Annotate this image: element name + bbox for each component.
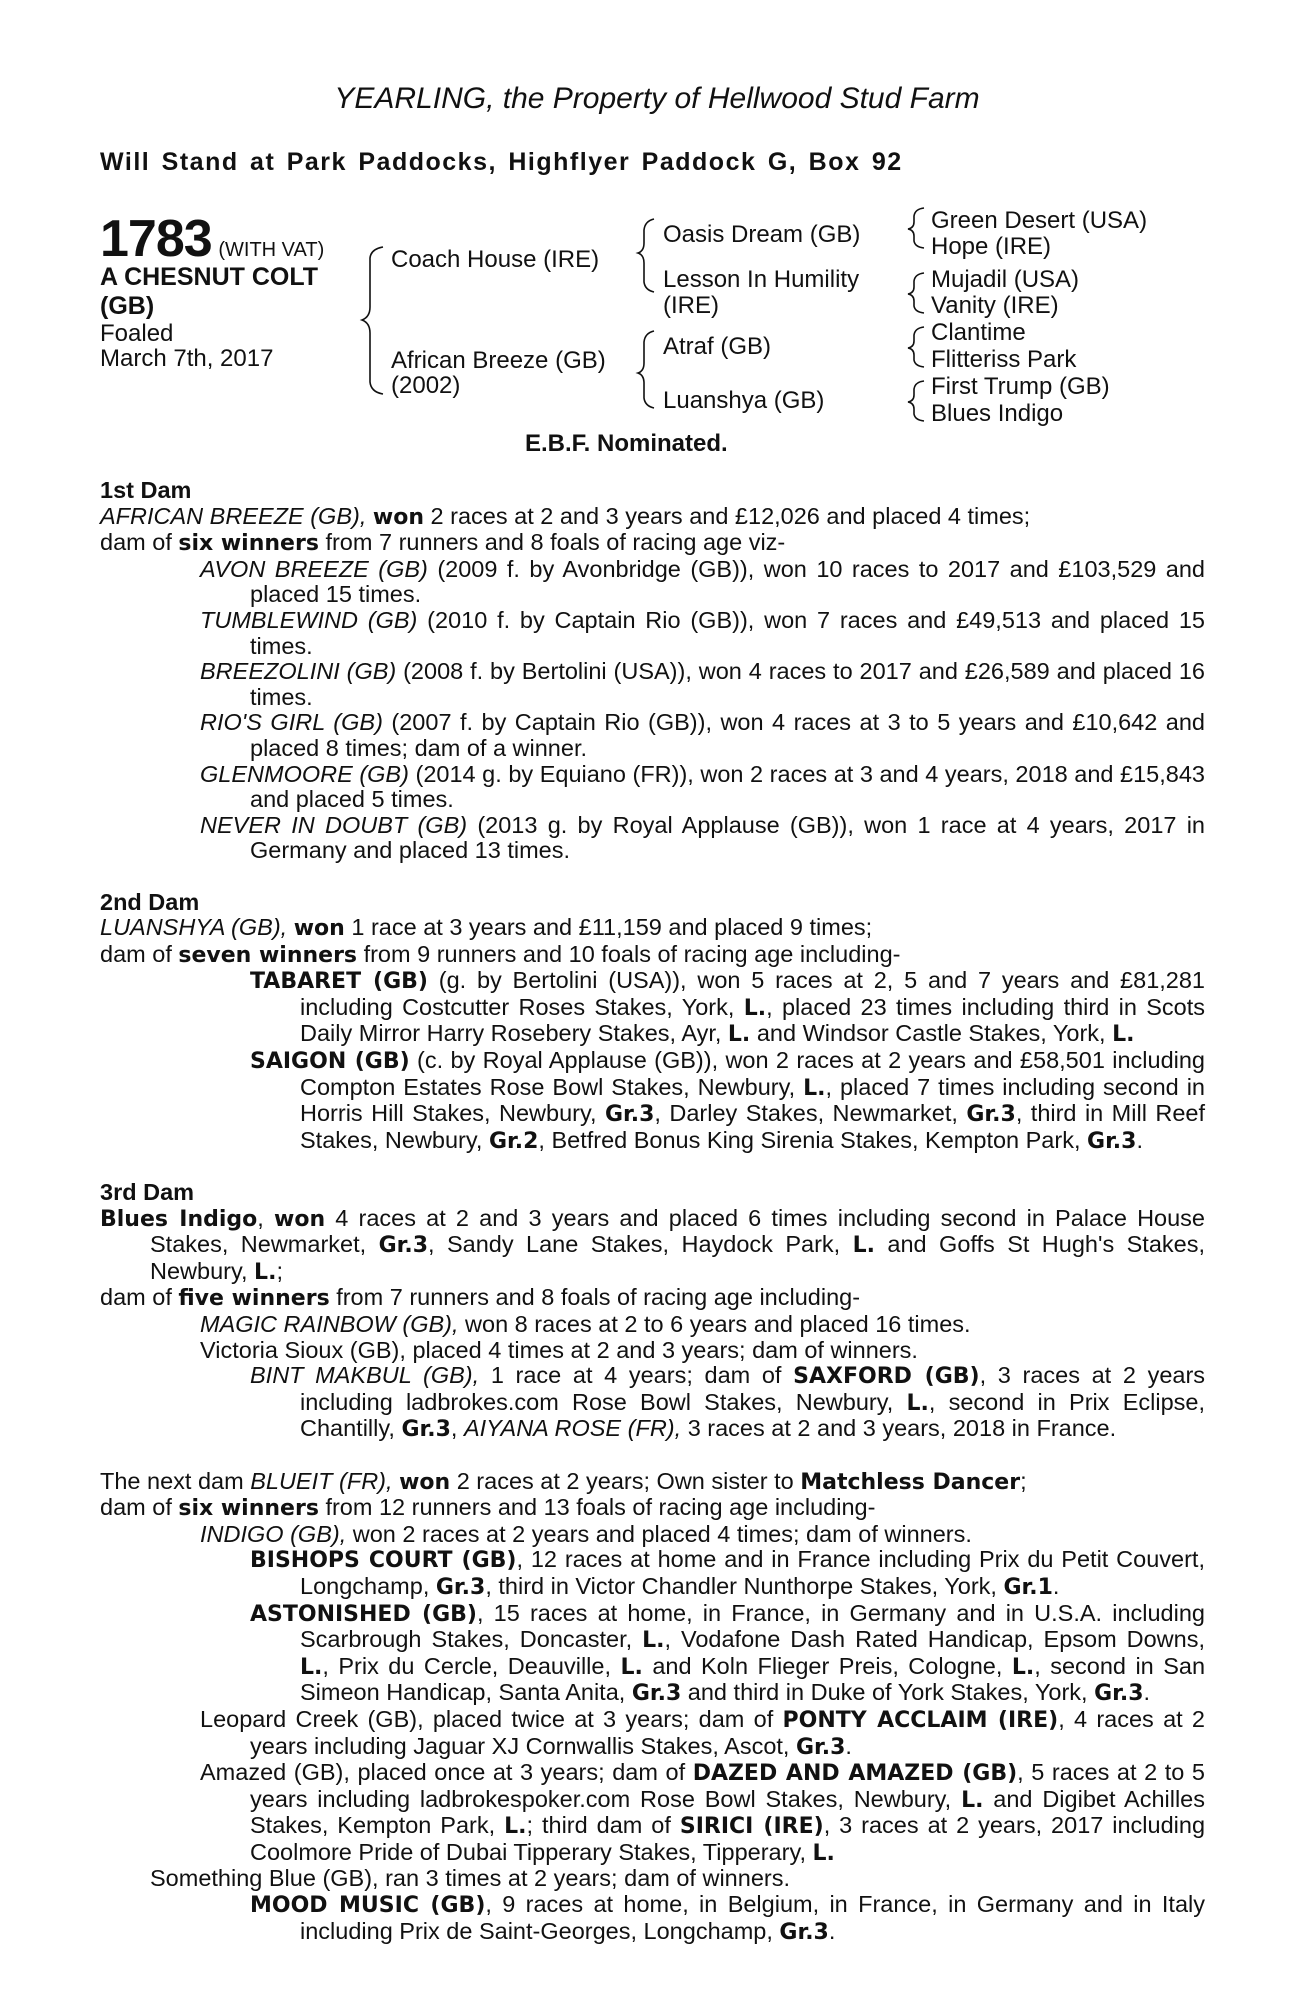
sire-dam: Lesson In Humility bbox=[663, 266, 860, 293]
produce-name: SIRICI (IRE) bbox=[679, 1814, 824, 1840]
produce-entry bbox=[100, 710, 1205, 761]
produce-name: SAIGON (GB) bbox=[250, 1049, 410, 1075]
record-text: 2 races at 2 years; Own sister to bbox=[456, 1467, 794, 1494]
produce-name: AIYANA ROSE (FR), bbox=[463, 1415, 682, 1442]
grade-3: Gr.3 bbox=[401, 1417, 451, 1443]
produce-entry bbox=[100, 659, 1205, 710]
produce-text: 3 races at 2 and 3 years, 2018 in France. bbox=[687, 1415, 1117, 1442]
dam-of-label: dam of bbox=[100, 1494, 172, 1521]
produce-name: DAZED AND AMAZED (GB) bbox=[692, 1761, 1018, 1787]
dam-dam: Luanshya (GB) bbox=[663, 387, 825, 414]
produce-text: , 12 races at home and in France including Prix du Petit Couvert, Longchamp, bbox=[300, 1546, 1205, 1599]
dam-name: LUANSHYA (GB), bbox=[100, 914, 288, 941]
page-title: YEARLING, the Property of Hellwood Stud Farm bbox=[334, 82, 980, 115]
semicolon: ; bbox=[1020, 1467, 1027, 1494]
record-text: 4 races at 2 and 3 years and placed 6 times including second in Palace House Stakes, Newmarket, bbox=[150, 1204, 1206, 1258]
grade-listed: L. bbox=[961, 1787, 984, 1813]
produce-text: , third in Victor Chandler Nunthorpe Stakes, York, bbox=[485, 1572, 997, 1599]
dam-of-label: dam of bbox=[100, 1284, 172, 1311]
produce-name: GLENMOORE (GB) bbox=[200, 760, 409, 787]
grade-2: Gr.2 bbox=[488, 1128, 539, 1154]
grade-listed: L. bbox=[803, 1075, 826, 1101]
period: . bbox=[1136, 1126, 1143, 1153]
section-gap bbox=[100, 1443, 1205, 1469]
produce-text: and Koln Flieger Preis, Cologne, bbox=[652, 1652, 1003, 1679]
produce-entry: Victoria Sioux (GB), placed 4 times at 2 and 3 years; dam of winners. bbox=[200, 1336, 918, 1363]
grade-listed: L. bbox=[727, 1022, 751, 1048]
produce-entry bbox=[100, 1048, 1205, 1154]
produce-name: AVON BREEZE (GB) bbox=[200, 555, 428, 582]
third-dam-record: Blues Indigo, won 4 races at 2 and 3 years and placed 6 times including second in Palace House Stakes, Newmarket, Gr.3, Sandy Lane Stakes, Haydock Park, L. and Goffs St Hugh's Stakes, Newbury, L.; bbox=[100, 1204, 1206, 1285]
produce-text: , 9 races at home, in Belgium, in France, in Germany and in Italy including Prix de Saint-Georges, Longchamp, bbox=[300, 1891, 1205, 1944]
runners-text: from 9 runners and 10 foals of racing age including- bbox=[363, 940, 901, 967]
runners-text: from 7 runners and 8 foals of racing age viz- bbox=[325, 529, 786, 556]
dam-of-label: dam of bbox=[100, 529, 172, 556]
record-text: and Goffs St Hugh's Stakes, Newbury, bbox=[150, 1231, 1206, 1284]
sister-name: Matchless Dancer bbox=[800, 1469, 1021, 1495]
produce-text: and third in Duke of York Stakes, York, bbox=[687, 1679, 1088, 1706]
won-label: won bbox=[274, 1206, 326, 1232]
produce-name: BISHOPS COURT (GB) bbox=[250, 1548, 517, 1574]
lot-description-country: (GB) bbox=[100, 292, 155, 320]
winners-count: seven winners bbox=[178, 942, 358, 968]
produce-entry bbox=[100, 1522, 1205, 1548]
dam-name: AFRICAN BREEZE (GB), bbox=[100, 502, 367, 529]
g-dam-4: Blues Indigo bbox=[931, 400, 1064, 427]
produce-text: , Prix du Cercle, Deauville, bbox=[322, 1652, 611, 1679]
produce-name: TUMBLEWIND (GB) bbox=[200, 606, 418, 633]
grade-3: Gr.3 bbox=[795, 1734, 846, 1760]
produce-text: , 4 races at 2 years including Jaguar XJ Cornwallis Stakes, Ascot, bbox=[250, 1705, 1206, 1759]
produce-entry: Something Blue (GB), ran 3 times at 2 years; dam of winners. bbox=[150, 1865, 790, 1892]
section-gap bbox=[100, 864, 1205, 890]
period: . bbox=[828, 1917, 836, 1944]
produce-name: MOOD MUSIC (GB) bbox=[250, 1893, 486, 1919]
dam-name: African Breeze (GB) bbox=[391, 347, 606, 374]
ebf-note: E.B.F. Nominated. bbox=[525, 430, 728, 457]
produce-text: and Windsor Castle Stakes, York, bbox=[756, 1020, 1106, 1047]
produce-text: (2007 f. by Captain Rio (GB)), won 4 races at 3 to 5 years and £10,642 and placed 8 times; dam of a winner. bbox=[250, 709, 1206, 761]
vat-note: (WITH VAT) bbox=[218, 239, 325, 261]
third-dam-produce bbox=[100, 1285, 1205, 1312]
dam-name: BLUEIT (FR), bbox=[250, 1467, 393, 1494]
won-label: won bbox=[293, 916, 345, 942]
produce-name: TABARET (GB) bbox=[250, 969, 428, 995]
grand-produce-entry bbox=[100, 1601, 1205, 1707]
g-sire-3: Clantime bbox=[931, 319, 1026, 346]
first-dam-produce bbox=[100, 530, 1205, 557]
grade-listed: L. bbox=[906, 1390, 929, 1416]
produce-text: , second in San Simeon Handicap, Santa Anita, bbox=[300, 1652, 1206, 1706]
grade-3: Gr.3 bbox=[966, 1102, 1016, 1128]
sire-name: Coach House (IRE) bbox=[391, 246, 600, 273]
grade-3: Gr.3 bbox=[378, 1233, 429, 1259]
produce-name: MAGIC RAINBOW (GB), bbox=[200, 1311, 459, 1337]
g-sire-2: Mujadil (USA) bbox=[931, 266, 1080, 293]
grade-3: Gr.3 bbox=[1094, 1681, 1144, 1707]
produce-text: , placed 23 times including third in Scots Daily Mirror Harry Rosebery Stakes, Ayr, bbox=[300, 993, 1205, 1047]
produce-name: INDIGO (GB), bbox=[200, 1520, 347, 1547]
family-text bbox=[100, 478, 1205, 1945]
grade-3: Gr.3 bbox=[1087, 1128, 1137, 1154]
produce-name: BINT MAKBUL (GB), bbox=[250, 1362, 480, 1389]
produce-text: , second in Prix Eclipse, Chantilly, bbox=[300, 1388, 1205, 1442]
produce-text: (2013 g. by Royal Applause (GB)), won 1 race at 4 years, 2017 in Germany and placed 13 times. bbox=[250, 811, 1205, 864]
grade-3: Gr.3 bbox=[435, 1574, 486, 1600]
produce-text: (g. by Bertolini (USA)), won 5 races at 2, 5 and 7 years and £81,281 including Costcutter Roses Stakes, York, bbox=[300, 967, 1206, 1020]
winners-count: six winners bbox=[178, 1496, 319, 1522]
produce-text: , 5 races at 2 to 5 years including ladbrokespoker.com Rose Bowl Stakes, Newbury, bbox=[250, 1759, 1205, 1812]
produce-name: BREEZOLINI (GB) bbox=[200, 658, 397, 685]
grade-listed: L. bbox=[300, 1654, 323, 1680]
produce-text: Amazed (GB), placed once at 3 years; dam of bbox=[200, 1759, 686, 1786]
grade-3: Gr.3 bbox=[631, 1681, 682, 1707]
produce-text: , 3 races at 2 years including ladbrokes.com Rose Bowl Stakes, Newbury, bbox=[300, 1362, 1206, 1415]
grade-listed: L. bbox=[852, 1233, 875, 1259]
period: . bbox=[1052, 1572, 1060, 1599]
second-dam-produce bbox=[100, 942, 1205, 969]
produce-text: and Digibet Achilles Stakes, Kempton Park, bbox=[250, 1785, 1206, 1839]
grade-listed: L. bbox=[1112, 1022, 1135, 1048]
grade-3: Gr.3 bbox=[779, 1919, 829, 1945]
lot-number: 1783 bbox=[100, 210, 212, 268]
produce-text: ; third dam of bbox=[526, 1812, 671, 1839]
next-dam-produce bbox=[100, 1495, 1205, 1522]
produce-entry bbox=[100, 813, 1205, 864]
produce-entry bbox=[100, 1707, 1205, 1760]
intro-text: The next dam bbox=[100, 1467, 244, 1494]
first-dam-heading: 1st Dam bbox=[100, 477, 192, 503]
semicolon: ; bbox=[276, 1257, 283, 1284]
produce-text: won 2 races at 2 years and placed 4 times; dam of winners. bbox=[352, 1520, 972, 1547]
g-sire-4: First Trump (GB) bbox=[931, 373, 1110, 400]
dam-year: (2002) bbox=[391, 372, 461, 399]
dam-of-label: dam of bbox=[100, 940, 172, 967]
stand-location: Will Stand at Park Paddocks, Highflyer Paddock G, Box 92 bbox=[100, 148, 903, 176]
record-text: , Sandy Lane Stakes, Haydock Park, bbox=[428, 1231, 841, 1258]
grand-produce-entry bbox=[100, 1892, 1205, 1945]
produce-text: , placed 7 times including second in Horris Hill Stakes, Newbury, bbox=[300, 1073, 1205, 1127]
sire-dam-country: (IRE) bbox=[663, 292, 719, 319]
produce-entry bbox=[100, 1760, 1205, 1866]
grade-listed: L. bbox=[504, 1814, 527, 1840]
grade-listed: L. bbox=[620, 1654, 643, 1680]
foaled-label: Foaled bbox=[100, 320, 174, 347]
second-dam-record bbox=[100, 915, 1205, 942]
record-text: 2 races at 2 and 3 years and £12,026 and placed 4 times; bbox=[430, 502, 1031, 529]
produce-text: , third in Mill Reef Stakes, Newbury, bbox=[300, 1100, 1206, 1153]
produce-name: PONTY ACCLAIM (IRE) bbox=[782, 1707, 1059, 1733]
produce-name: NEVER IN DOUBT (GB) bbox=[200, 811, 468, 838]
produce-entry bbox=[100, 968, 1205, 1048]
lot-description: A CHESNUT COLT bbox=[100, 263, 319, 291]
pedigree-block bbox=[0, 0, 1314, 460]
grade-listed: L. bbox=[743, 995, 767, 1021]
produce-entry bbox=[100, 1312, 1205, 1338]
produce-text: won 8 races at 2 to 6 years and placed 16 times. bbox=[465, 1311, 971, 1337]
foaled-date: March 7th, 2017 bbox=[100, 345, 274, 372]
produce-text: (2014 g. by Equiano (FR)), won 2 races at 3 and 4 years, 2018 and £15,843 and placed 5 times. bbox=[250, 760, 1205, 813]
grand-produce-entry bbox=[100, 1547, 1205, 1600]
produce-text: 1 race at 4 years; dam of bbox=[490, 1362, 782, 1389]
produce-name: SAXFORD (GB) bbox=[793, 1364, 980, 1390]
grade-listed: L. bbox=[812, 1840, 835, 1866]
produce-text: (2008 f. by Bertolini (USA)), won 4 races to 2017 and £26,589 and placed 16 times. bbox=[250, 658, 1205, 710]
next-dam-record bbox=[100, 1469, 1205, 1496]
produce-text: , 3 races at 2 years, 2017 including Coolmore Pride of Dubai Tipperary Stakes, Tipperary, bbox=[250, 1812, 1206, 1865]
produce-text: , Darley Stakes, Newmarket, bbox=[654, 1100, 958, 1127]
produce-text: Leopard Creek (GB), placed twice at 3 years; dam of bbox=[200, 1705, 774, 1732]
dam-sire: Atraf (GB) bbox=[663, 333, 772, 360]
winners-count: six winners bbox=[178, 531, 319, 557]
won-label: won bbox=[372, 504, 425, 530]
produce-entry bbox=[100, 557, 1205, 608]
period: . bbox=[845, 1732, 852, 1759]
produce-name: ASTONISHED (GB) bbox=[250, 1601, 477, 1627]
grade-listed: L. bbox=[642, 1628, 665, 1654]
g-sire-1: Green Desert (USA) bbox=[931, 207, 1148, 234]
second-dam-heading: 2nd Dam bbox=[100, 888, 200, 915]
grade-listed: L. bbox=[1011, 1654, 1035, 1680]
sire-sire: Oasis Dream (GB) bbox=[663, 221, 861, 248]
produce-entry bbox=[100, 762, 1205, 813]
produce-name: RIO'S GIRL (GB) bbox=[200, 709, 383, 736]
produce-text: (c. by Royal Applause (GB)), won 2 races at 2 years and £58,501 including Compton Estates Rose Bowl Stakes, Newbury, bbox=[300, 1047, 1206, 1100]
grade-1: Gr.1 bbox=[1003, 1574, 1053, 1600]
g-dam-1: Hope (IRE) bbox=[931, 233, 1052, 260]
runners-text: from 12 runners and 13 foals of racing age including- bbox=[325, 1494, 876, 1521]
period: . bbox=[1143, 1679, 1151, 1706]
produce-text: (2009 f. by Avonbridge (GB)), won 10 races to 2017 and £103,529 and placed 15 times. bbox=[250, 555, 1205, 608]
dam-name: Blues Indigo bbox=[100, 1206, 258, 1232]
runners-text: from 7 runners and 8 foals of racing age including- bbox=[336, 1284, 861, 1311]
section-gap bbox=[100, 1154, 1205, 1180]
grade-listed: L. bbox=[254, 1259, 277, 1285]
produce-text: (2010 f. by Captain Rio (GB)), won 7 races and £49,513 and placed 15 times. bbox=[250, 606, 1206, 659]
grade-3: Gr.3 bbox=[604, 1102, 655, 1128]
winners-count: five winners bbox=[178, 1286, 330, 1312]
third-dam-heading: 3rd Dam bbox=[100, 1179, 195, 1206]
produce-text: , Vodafone Dash Rated Handicap, Epsom Downs, bbox=[664, 1626, 1205, 1653]
produce-text: , 15 races at home, in France, in Germany and in U.S.A. including Scarbrough Stakes, Doncaster, bbox=[300, 1599, 1205, 1653]
produce-text: , Betfred Bonus King Sirenia Stakes, Kempton Park, bbox=[538, 1126, 1081, 1153]
g-dam-2: Vanity (IRE) bbox=[931, 292, 1059, 319]
grand-produce-entry: BINT MAKBUL (GB), 1 race at 4 years; dam of SAXFORD (GB), 3 races at 2 years including ladbrokes.com Rose Bowl Stakes, Newbury, L., second in Prix Eclipse, Chantilly, Gr.3, AIYANA ROSE (FR), 3 races at 2 and 3 years, 2018 in France. bbox=[250, 1362, 1206, 1443]
g-dam-3: Flitteriss Park bbox=[931, 346, 1077, 373]
produce-entry bbox=[100, 608, 1205, 659]
record-text: 1 race at 3 years and £11,159 and placed 9 times; bbox=[351, 914, 873, 941]
won-label: won bbox=[399, 1469, 451, 1495]
first-dam-record bbox=[100, 504, 1205, 531]
